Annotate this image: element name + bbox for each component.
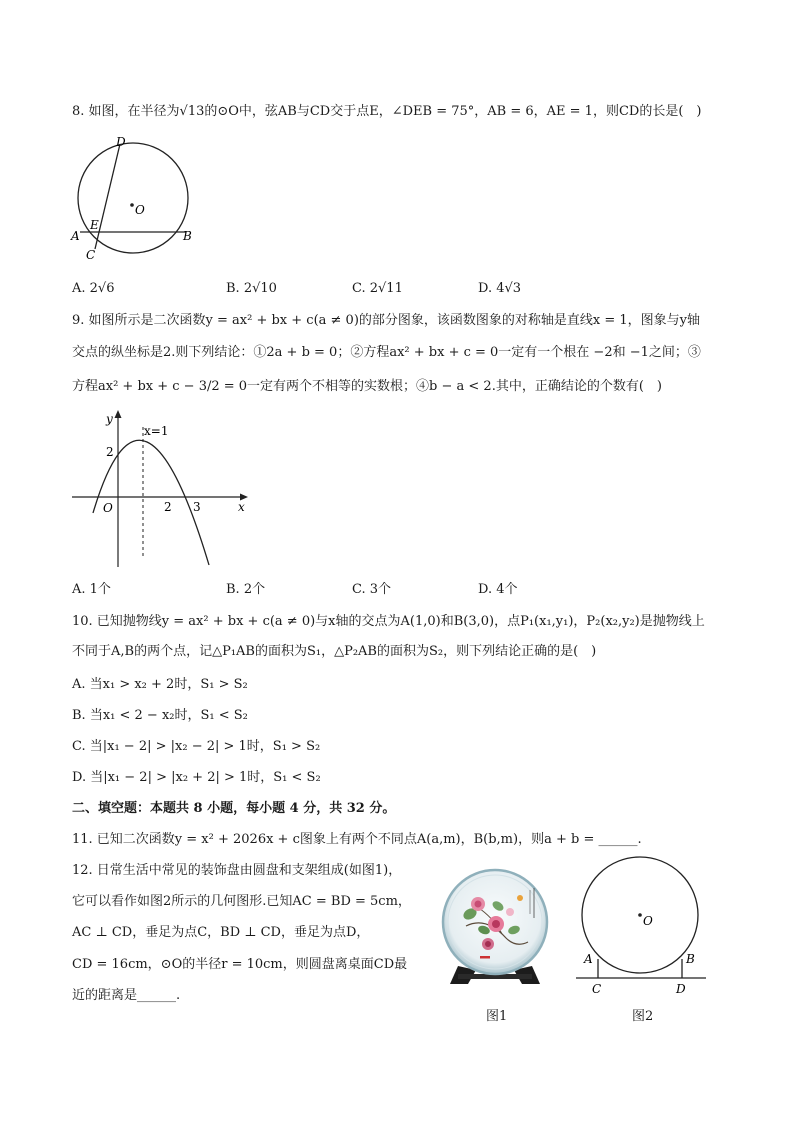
q9-label-y: y [106, 412, 113, 426]
q9-label-origin: O [103, 501, 113, 515]
q9-stem-line2: 交点的纵坐标是2.则下列结论：①2a + b = 0；②方程ax² + bx + c = 0一定有一个根在 −2和 −1之间；③ [72, 345, 701, 360]
q12-label-d: D [676, 982, 686, 996]
q9-parabola-figure [68, 405, 258, 573]
q9-stem-line1: 9. 如图所示是二次函数y = ax² + bx + c(a ≠ 0)的部分图象，该函数图象的对称轴是直线x = 1，图象与y轴 [72, 313, 701, 328]
q9-label-3x: 3 [193, 500, 201, 514]
q10-option-c: C. 当|x₁ − 2| > |x₂ − 2| > 1时，S₁ > S₂ [72, 739, 321, 754]
q8-label-c: C [86, 248, 96, 262]
section-2-heading: 二、填空题：本题共 8 小题，每小题 4 分，共 32 分。 [72, 801, 396, 816]
q9-label-2x: 2 [164, 500, 172, 514]
q12-label-c: C [592, 982, 602, 996]
q8-option-b: B. 2√10 [226, 281, 277, 296]
q8-option-c: C. 2√11 [352, 281, 403, 296]
q8-label-b: B [183, 229, 192, 243]
q10-option-b: B. 当x₁ < 2 − x₂时，S₁ < S₂ [72, 708, 248, 723]
q8-option-d: D. 4√3 [478, 281, 522, 296]
q11-stem: 11. 已知二次函数y = x² + 2026x + c图象上有两个不同点A(a,m)，B(b,m)，则a + b = ______. [72, 832, 642, 847]
q10-option-a: A. 当x₁ > x₂ + 2时，S₁ > S₂ [72, 677, 248, 692]
q9-label-x: x [238, 500, 245, 514]
q10-stem-line2: 不同于A,B的两个点，记△P₁AB的面积为S₁，△P₂AB的面积为S₂，则下列结论正确的是( ) [72, 644, 597, 659]
q12-stem-line5: 近的距离是______. [72, 988, 181, 1003]
q8-label-a: A [71, 229, 80, 243]
q12-label-b: B [686, 952, 695, 966]
q12-stem-line3: AC ⊥ CD，垂足为点C，BD ⊥ CD，垂足为点D， [72, 925, 370, 940]
q12-plate-image [436, 866, 554, 992]
q9-option-b: B. 2个 [226, 582, 266, 597]
q9-option-c: C. 3个 [352, 582, 392, 597]
q10-option-d: D. 当|x₁ − 2| > |x₂ + 2| > 1时，S₁ < S₂ [72, 770, 321, 785]
q9-option-a: A. 1个 [72, 582, 111, 597]
q12-figure2-caption: 图2 [632, 1009, 654, 1024]
q12-stem-line4: CD = 16cm，⊙O的半径r = 10cm，则圆盘离桌面CD最 [72, 957, 408, 972]
q9-stem-line3: 方程ax² + bx + c − 3/2 = 0一定有两个不相等的实数根；④b − a < 2.其中，正确结论的个数有( ) [72, 379, 662, 394]
q8-circle-figure [68, 132, 198, 264]
q12-geometry-figure [574, 855, 714, 1000]
q9-label-2y: 2 [106, 445, 114, 459]
q8-option-a: A. 2√6 [72, 281, 115, 296]
q9-label-axis: x=1 [144, 424, 169, 438]
q8-label-e: E [90, 218, 99, 232]
q9-option-d: D. 4个 [478, 582, 518, 597]
q8-stem: 8. 如图，在半径为√13的⊙O中，弦AB与CD交于点E，∠DEB = 75°，AB = 6，AE = 1，则CD的长是( ) [72, 104, 702, 119]
q12-stem-line1: 12. 日常生活中常见的装饰盘由圆盘和支架组成(如图1)， [72, 863, 402, 878]
q12-figure1-caption: 图1 [486, 1009, 508, 1024]
q12-label-o: O [643, 914, 653, 928]
q12-stem-line2: 它可以看作如图2所示的几何图形.已知AC = BD = 5cm， [72, 894, 411, 909]
q8-label-o: O [135, 203, 145, 217]
q8-label-d: D [116, 135, 126, 149]
q10-stem-line1: 10. 已知抛物线y = ax² + bx + c(a ≠ 0)与x轴的交点为A(1,0)和B(3,0)，点P₁(x₁,y₁)，P₂(x₂,y₂)是抛物线上 [72, 614, 705, 629]
q12-label-a: A [584, 952, 593, 966]
